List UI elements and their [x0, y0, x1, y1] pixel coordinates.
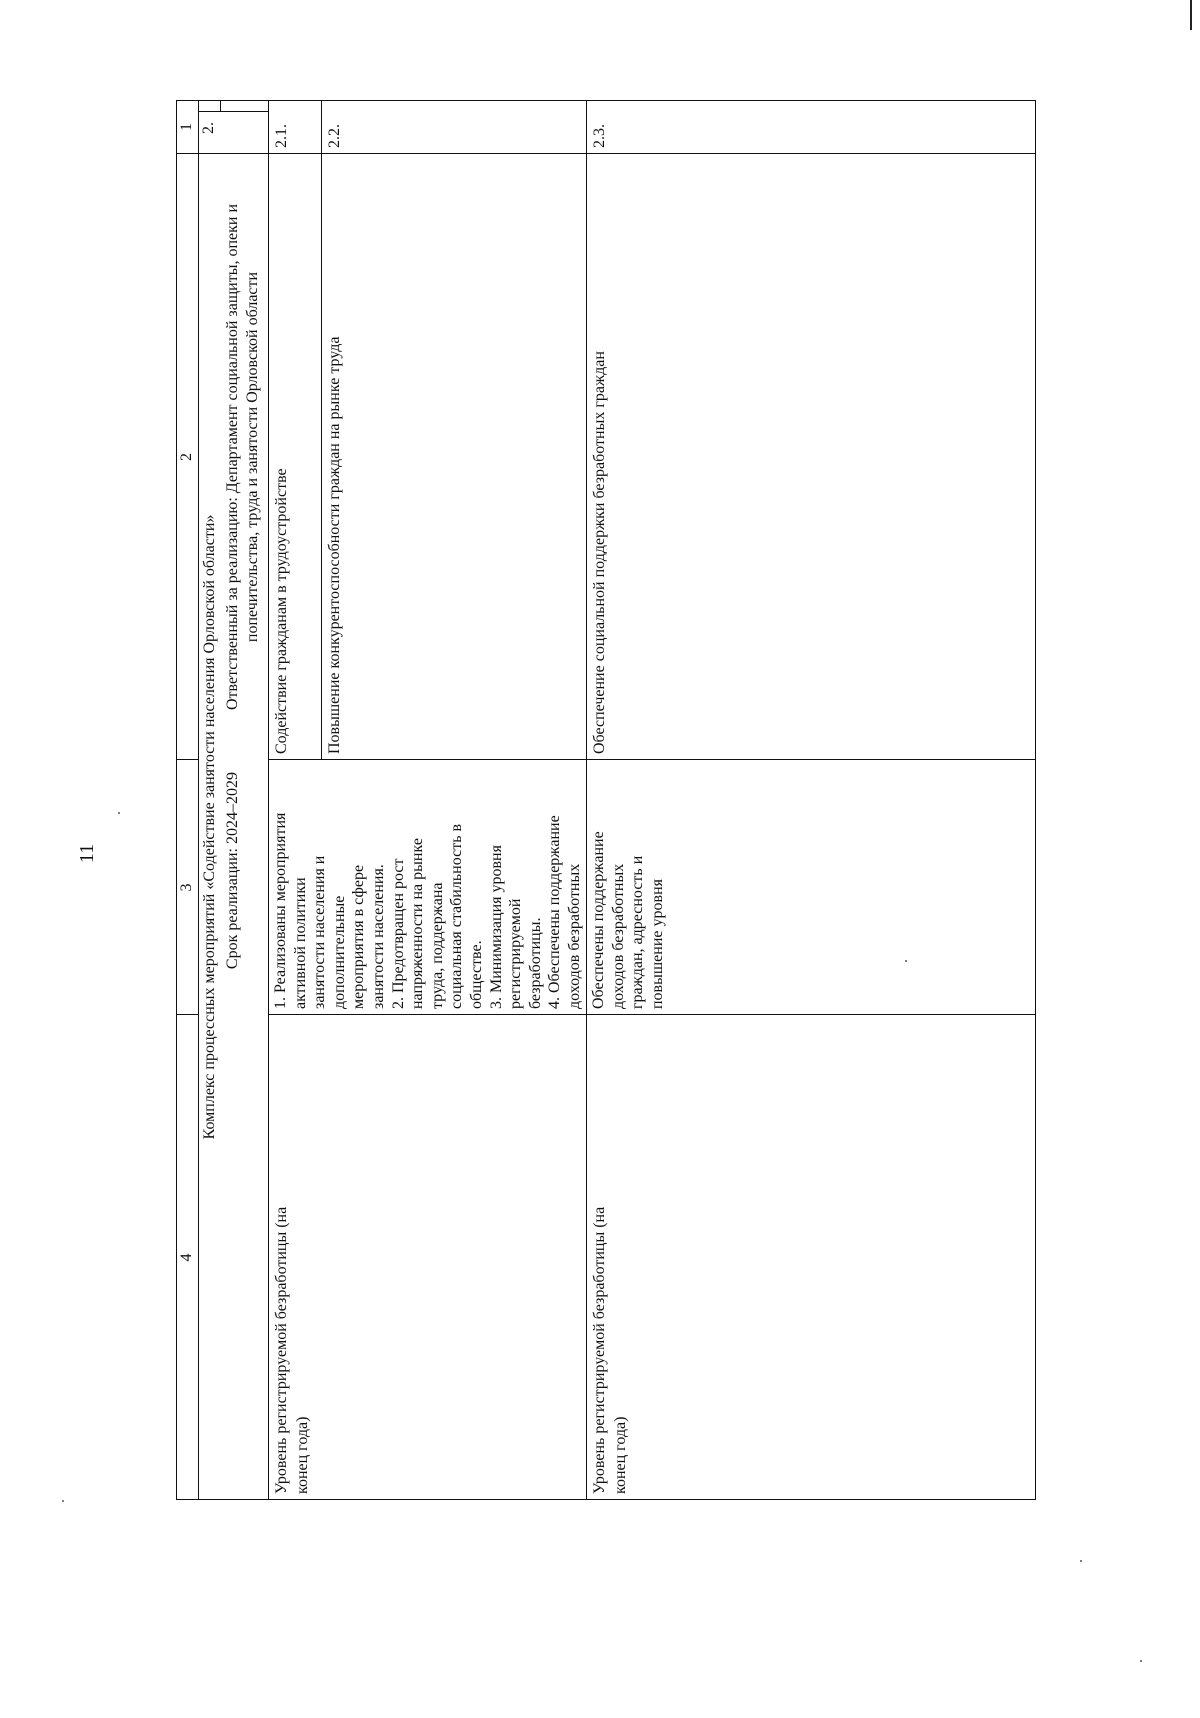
results-line: занятости населения и [311, 855, 329, 1009]
section-title: Комплекс процессных мероприятий «Содействие занятости населения Орловской области» [201, 514, 218, 1140]
col-number-3: 3 [178, 883, 195, 892]
results-line: 3. Минимизация уровня [487, 845, 505, 1009]
col-number-1: 1 [178, 123, 195, 131]
page-number: 11 [76, 843, 99, 864]
result-line-1: Обеспечены поддержание [590, 831, 607, 1009]
results-line: 4. Обеспечены поддержание [546, 815, 564, 1009]
result-line-2: доходов безработных [609, 863, 627, 1009]
indicator-line-1: Уровень регистрируемой безработицы (на [591, 1206, 608, 1494]
row-result-2-3 [586, 760, 686, 1015]
responsible-text [220, 154, 268, 760]
indicator-line-2: конец года) [294, 1416, 311, 1494]
results-line: труда, поддержана [428, 882, 446, 1009]
results-line: активной политики [291, 877, 309, 1009]
results-line: регистрируемой [507, 898, 525, 1009]
row-task-2-3: Обеспечение социальной поддержки безработных граждан [591, 351, 608, 754]
responsible-line-1: Ответственный за реализацию: Департамент социальной защиты, опеки и [224, 203, 241, 711]
row-number-2-3: 2.3. [591, 124, 608, 148]
row-number-2-1: 2.1. [273, 124, 290, 148]
row-number-2-2: 2.2. [326, 124, 343, 148]
scan-speck [62, 1500, 64, 1502]
results-line: дополнительные [330, 895, 348, 1009]
results-line: безработицы. [526, 917, 544, 1009]
row-indicator-2-3 [586, 1015, 646, 1500]
results-line: напряженности на рынке [409, 838, 427, 1009]
result-line-4: повышение уровня [648, 879, 666, 1009]
results-line: мероприятия в сфере [350, 864, 368, 1009]
section-number: 2. [200, 122, 217, 134]
col-number-2: 2 [178, 453, 195, 461]
results-line: 1. Реализованы мероприятия [272, 812, 289, 1009]
row-task-2-1: Содействие гражданам в трудоустройстве [273, 468, 290, 754]
scan-speck [1080, 1560, 1082, 1562]
scan-edge-mark [1190, 0, 1192, 30]
results-block [268, 760, 586, 1015]
rotated-table [176, 100, 1036, 1500]
row-task-2-2: Повышение конкурентоспособности граждан на рынке труда [326, 336, 343, 754]
results-line: 2. Предотвращен рост [389, 858, 407, 1009]
indicator-line-2: конец года) [612, 1416, 629, 1494]
results-line: доходов безработных [565, 863, 583, 1009]
row-indicator-2-1 [268, 1015, 328, 1500]
results-line: обществе. [467, 940, 485, 1009]
col-number-4: 4 [178, 1253, 195, 1262]
table-border-bottom [1035, 100, 1036, 1500]
results-line: социальная стабильность в [448, 823, 466, 1009]
scan-speck [905, 960, 907, 962]
scan-speck [118, 812, 120, 814]
period-text: Срок реализации: 2024–2029 [224, 772, 241, 970]
result-line-3: граждан, адресность и [629, 855, 647, 1009]
results-line: занятости населения. [369, 864, 387, 1009]
indicator-line-1: Уровень регистрируемой безработицы (на [273, 1206, 290, 1494]
scan-speck [1140, 1660, 1142, 1662]
responsible-line-2: попечительства, труда и занятости Орловской области [244, 271, 261, 643]
